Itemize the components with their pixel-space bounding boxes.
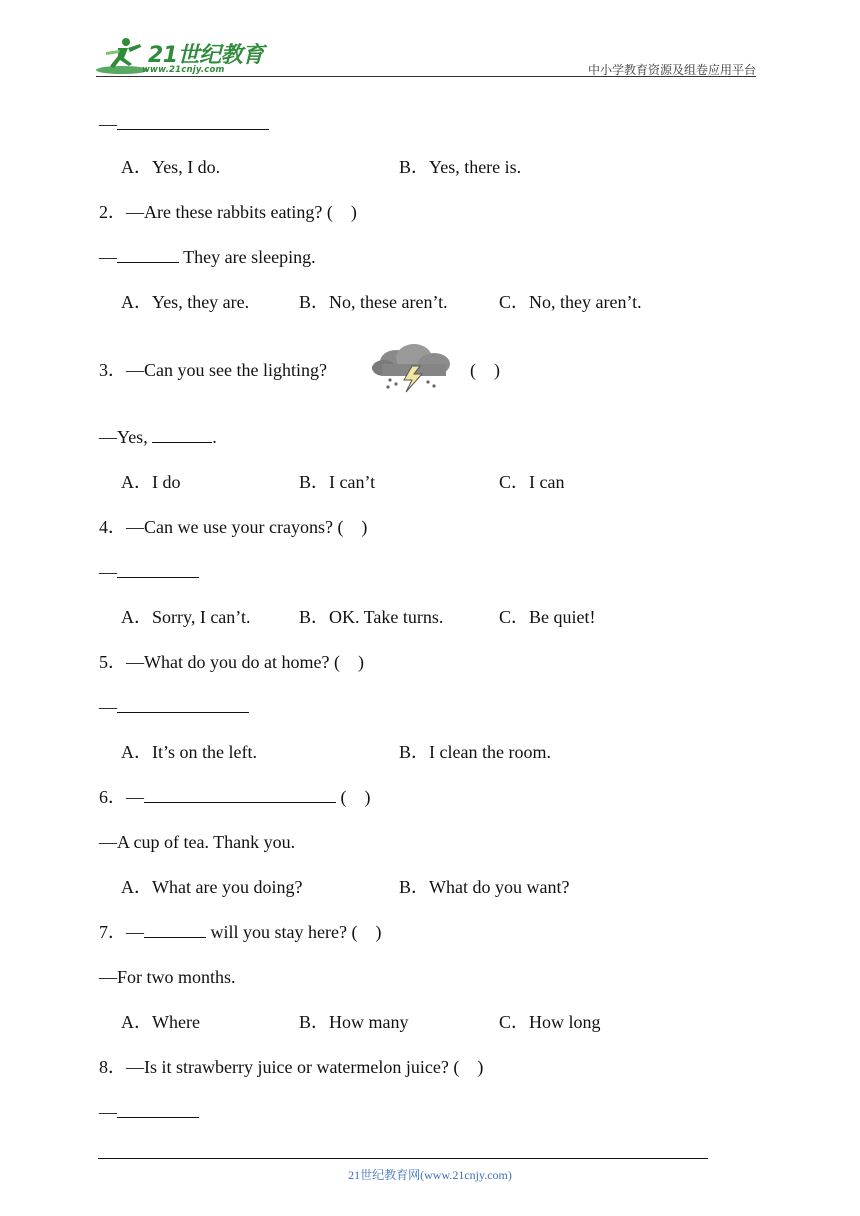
q4-option-b: B．OK. Take turns. (299, 607, 444, 627)
footer-text: 21世纪教育网(www.21cnjy.com) (348, 1168, 512, 1182)
answer-blank[interactable] (117, 561, 199, 578)
answer-blank[interactable] (117, 246, 179, 263)
question-blank[interactable] (144, 786, 336, 803)
logo-url: www.21cnjy.com (142, 65, 225, 75)
question-6-answer: —A cup of tea. Thank you. (99, 832, 296, 852)
header-platform-text: 中小学教育资源及组卷应用平台 (587, 63, 756, 77)
thunderstorm-cloud-icon (368, 342, 458, 394)
question-6 (99, 786, 371, 808)
q2-option-a: A．Yes, they are. (121, 292, 250, 312)
q2-option-c: C．No, they aren’t. (499, 292, 642, 312)
question-3-paren: ( ) (470, 360, 500, 380)
question-2-answer (99, 246, 316, 268)
question-paren: ( ) (336, 787, 371, 807)
q6-option-b: B．What do you want? (399, 877, 570, 897)
q4-option-c: C．Be quiet! (499, 607, 596, 627)
answer-blank[interactable] (117, 113, 269, 130)
q2-option-b: B．No, these aren’t. (299, 292, 448, 312)
question-4: 4．—Can we use your crayons? ( ) (99, 517, 368, 537)
answer-dash: — (99, 114, 117, 134)
question-number: 6．— (99, 787, 144, 807)
question-8: 8．—Is it strawberry juice or watermelon juice? ( ) (99, 1057, 484, 1077)
prev-answer-line (99, 113, 269, 135)
answer-dash: — (99, 697, 117, 717)
q3-option-a: A．I do (121, 472, 181, 492)
footer-divider (98, 1158, 708, 1159)
prev-option-a: A．Yes, I do. (121, 157, 221, 177)
answer-blank[interactable] (152, 426, 212, 443)
question-2: 2．—Are these rabbits eating? ( ) (99, 202, 357, 222)
q5-option-b: B．I clean the room. (399, 742, 551, 762)
question-7-answer: —For two months. (99, 967, 236, 987)
answer-blank[interactable] (117, 696, 249, 713)
logo-text: 21世纪教育 (148, 43, 264, 68)
question-number: 7．— (99, 922, 144, 942)
page-header (96, 32, 756, 78)
question-5: 5．—What do you do at home? ( ) (99, 652, 364, 672)
q4-option-a: A．Sorry, I can’t. (121, 607, 251, 627)
question-7 (99, 921, 381, 943)
answer-period: . (212, 427, 217, 447)
answer-text: —Yes, (99, 427, 153, 447)
question-3-answer (99, 426, 217, 448)
answer-dash: — (99, 562, 117, 582)
question-3: 3．—Can you see the lighting? (99, 360, 327, 380)
question-5-answer (99, 696, 249, 718)
q3-option-c: C．I can (499, 472, 565, 492)
question-8-answer (99, 1101, 199, 1123)
question-text: will you stay here? ( ) (206, 922, 382, 942)
answer-dash: — (99, 1102, 117, 1122)
logo (96, 34, 266, 76)
answer-dash: — (99, 247, 117, 267)
question-4-answer (99, 561, 199, 583)
answer-text: They are sleeping. (179, 247, 316, 267)
answer-blank[interactable] (117, 1101, 199, 1118)
q7-option-c: C．How long (499, 1012, 601, 1032)
q7-option-a: A．Where (121, 1012, 200, 1032)
q7-option-b: B．How many (299, 1012, 409, 1032)
q5-option-a: A．It’s on the left. (121, 742, 257, 762)
prev-option-b: B．Yes, there is. (399, 157, 522, 177)
question-blank[interactable] (144, 921, 206, 938)
header-divider (96, 76, 756, 77)
q6-option-a: A．What are you doing? (121, 877, 303, 897)
q3-option-b: B．I can’t (299, 472, 376, 492)
